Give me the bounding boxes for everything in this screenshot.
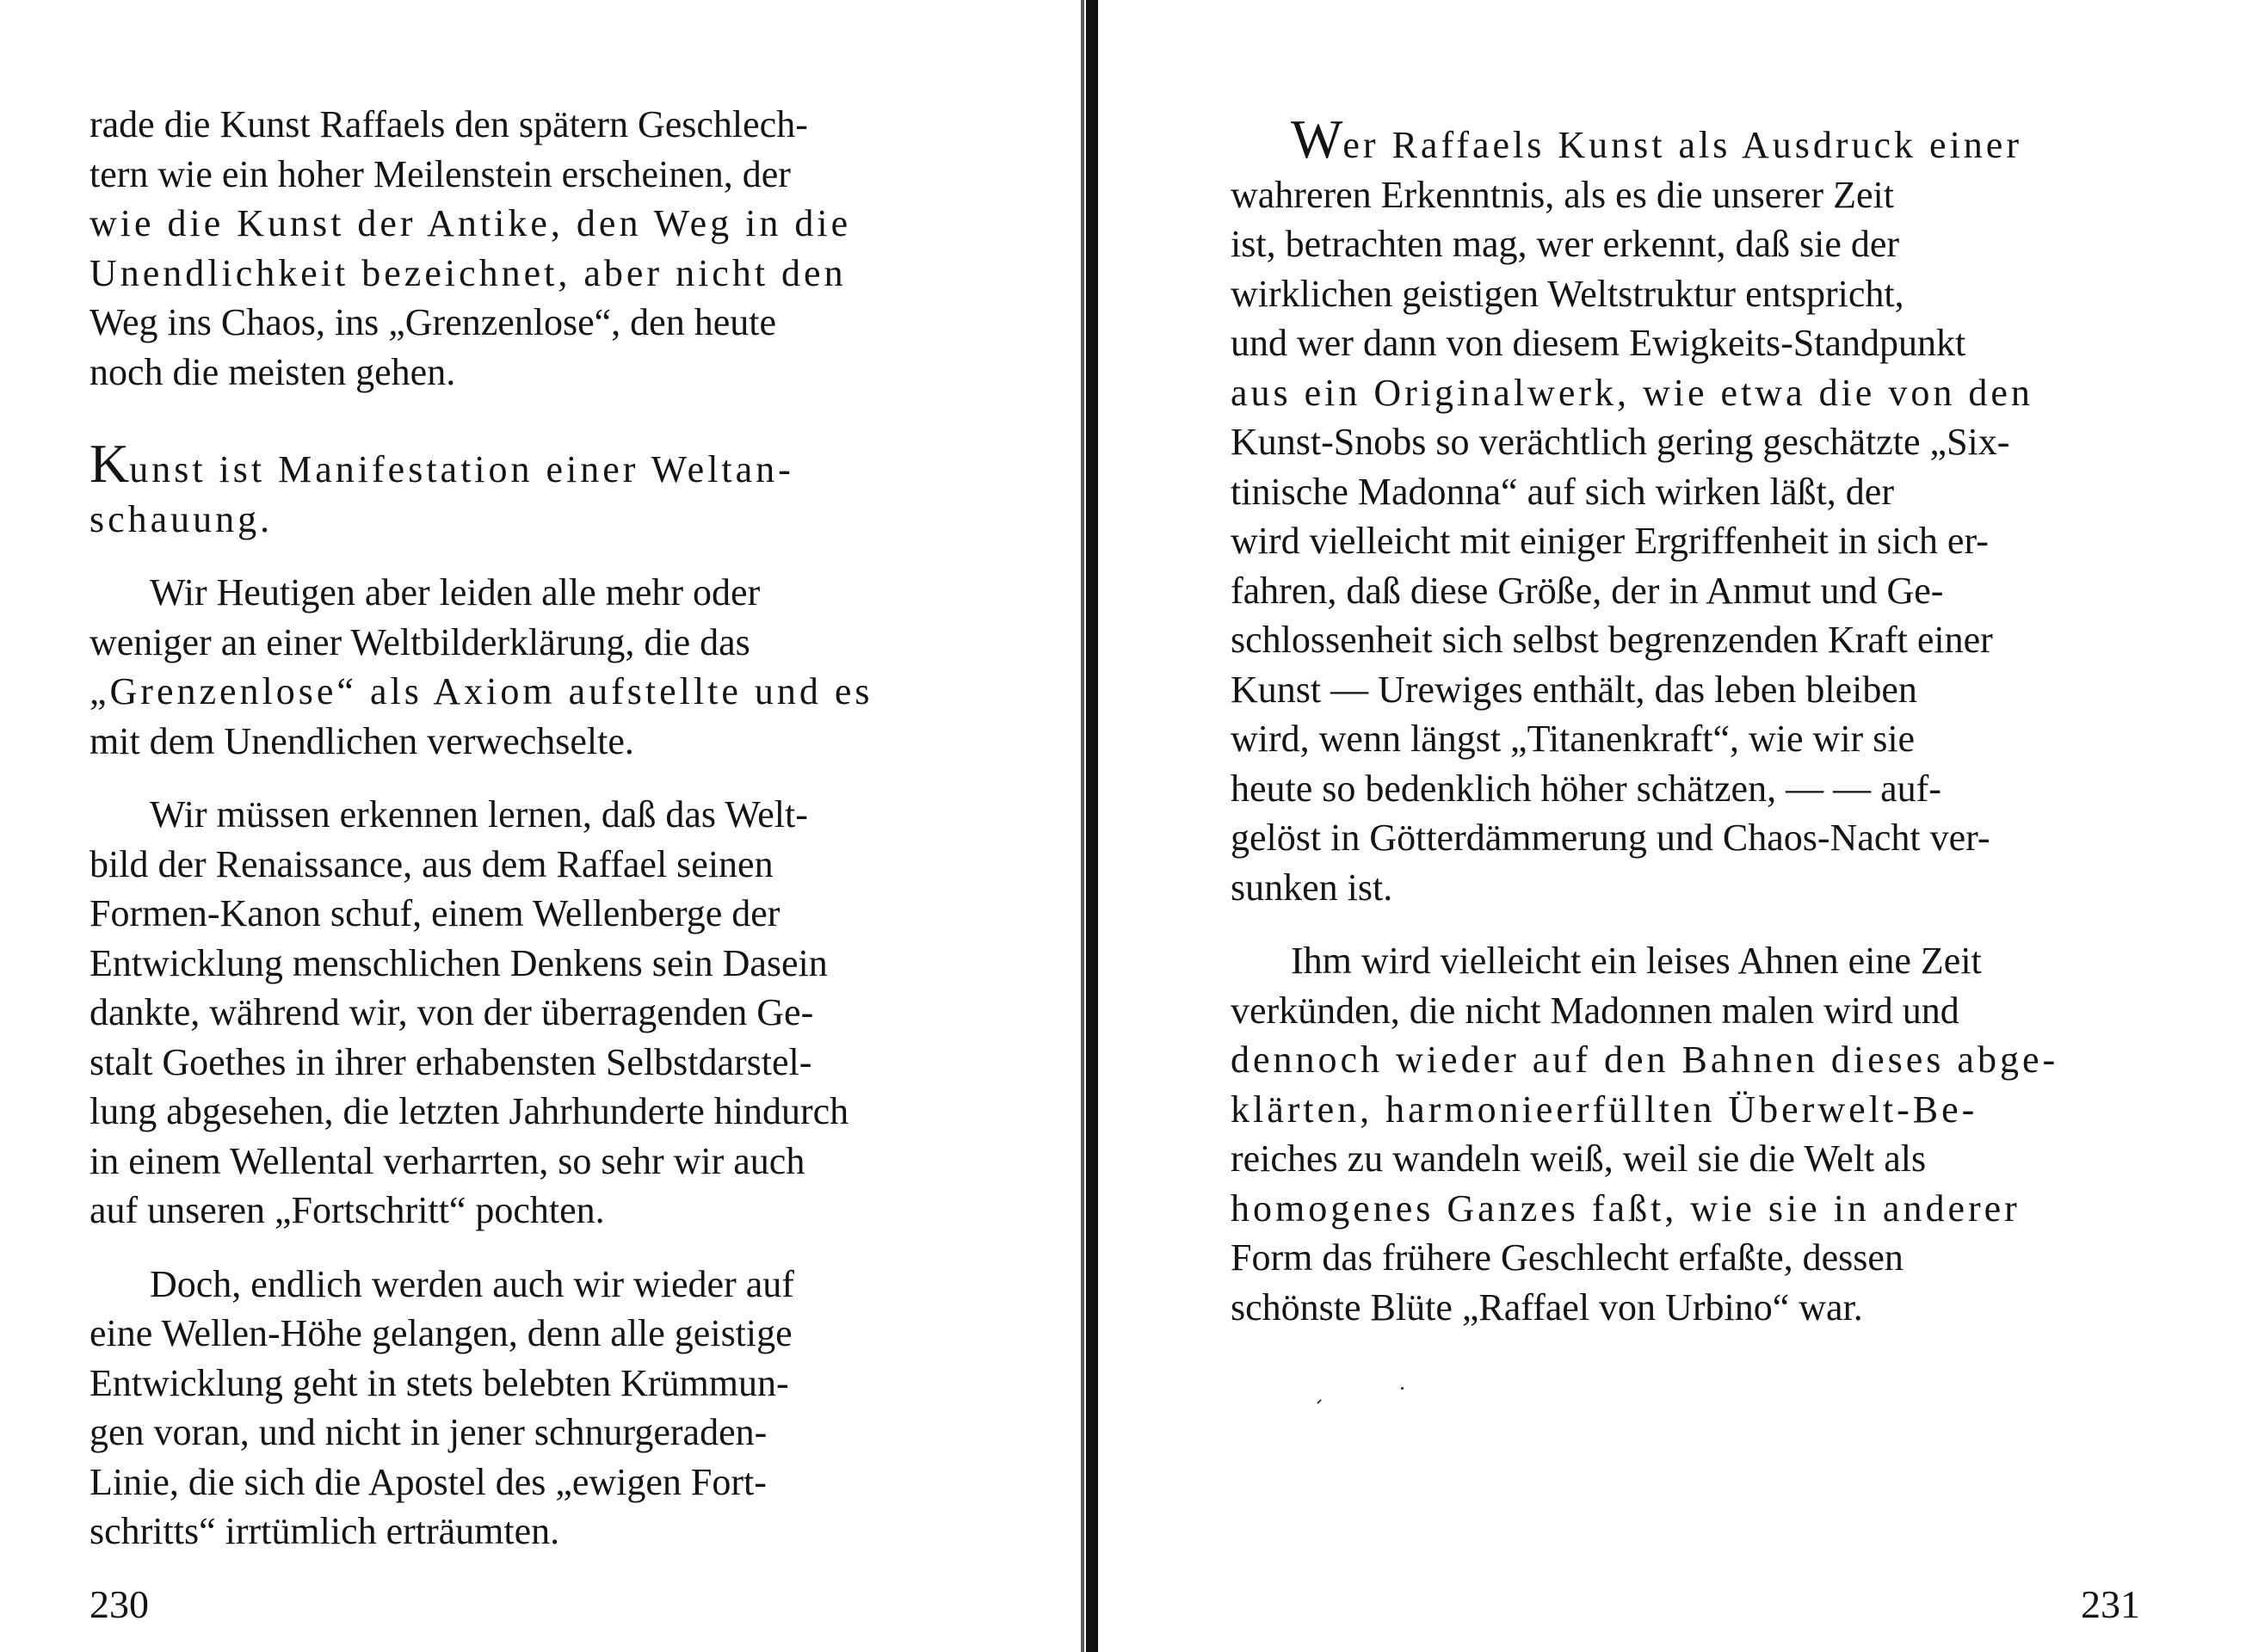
text-line: schauung. xyxy=(89,497,274,540)
text-line: Unendlichkeit bezeichnet, aber nicht den xyxy=(89,251,847,294)
drop-cap: K xyxy=(89,433,130,494)
paragraph xyxy=(89,790,976,1236)
text-line: stalt Goethes in ihrer erhabensten Selbstdarstel- xyxy=(89,1040,812,1083)
text-line: verkünden, die nicht Madonnen malen wird und xyxy=(1231,989,1959,1032)
ink-speck xyxy=(1401,1387,1404,1390)
text-line: schritts“ irrtümlich erträumten. xyxy=(89,1510,560,1552)
text-line: Formen-Kanon schuf, einem Wellenberge der xyxy=(89,892,781,934)
text-line: aus ein Originalwerk, wie etwa die von den xyxy=(1231,371,2033,414)
text-line: gelöst in Götterdämmerung und Chaos-Nacht ver- xyxy=(1231,817,1990,859)
book-gutter xyxy=(1086,0,1098,1652)
text-line: dennoch wieder auf den Bahnen dieses abge- xyxy=(1231,1039,2059,1081)
right-page xyxy=(1110,0,2246,1652)
text-line: ist, betrachten mag, wer erkennt, daß sie der xyxy=(1231,223,1900,265)
page-number-right: 231 xyxy=(2081,1582,2140,1626)
paragraph xyxy=(89,100,976,397)
text-line: wie die Kunst der Antike, den Weg in die xyxy=(89,202,852,244)
text-line: unst ist Manifestation einer Weltan- xyxy=(129,448,794,490)
text-line: „Grenzenlose“ als Axiom aufstellte und es xyxy=(89,670,873,712)
paragraph xyxy=(1231,108,2117,912)
text-line: mit dem Unendlichen verwechselte. xyxy=(89,719,634,762)
text-line: bild der Renaissance, aus dem Raffael seinen xyxy=(89,842,774,885)
text-line: Wir Heutigen aber leiden alle mehr oder xyxy=(150,571,761,613)
text-line: Ihm wird vielleicht ein leises Ahnen eine Zeit xyxy=(1291,940,1982,982)
text-line: wahreren Erkenntnis, als es die unserer Zeit xyxy=(1231,173,1894,216)
text-line: fahren, daß diese Größe, der in Anmut und Ge- xyxy=(1231,569,1944,612)
text-line: Linie, die sich die Apostel des „ewigen Fort- xyxy=(89,1460,767,1503)
text-line: sunken ist. xyxy=(1231,866,1393,909)
text-line: klärten, harmonieerfüllten Überwelt-Be- xyxy=(1231,1088,1978,1131)
text-line: Doch, endlich werden auch wir wieder auf xyxy=(150,1262,794,1305)
ink-speck xyxy=(1317,1399,1322,1404)
text-line: lung abgesehen, die letzten Jahrhunderte hindurch xyxy=(89,1090,849,1132)
text-line: Form das frühere Geschlecht erfaßte, dessen xyxy=(1231,1236,1904,1279)
text-line: Kunst-Snobs so verächtlich gering geschätzte „Six- xyxy=(1231,421,2010,463)
text-line: noch die meisten gehen. xyxy=(89,350,456,393)
paragraph-heading xyxy=(89,433,976,544)
drop-cap: W xyxy=(1291,108,1343,170)
text-line: Kunst — Urewiges enthält, das leben bleiben xyxy=(1231,668,1917,711)
gutter-edge xyxy=(1081,0,1084,1652)
page-number-left: 230 xyxy=(89,1582,149,1626)
text-line: reiches zu wandeln weiß, weil sie die Welt als xyxy=(1231,1137,1927,1180)
text-line: Weg ins Chaos, ins „Grenzenlose“, den heute xyxy=(89,301,776,343)
text-line: homogenes Ganzes faßt, wie sie in anderer xyxy=(1231,1187,2021,1230)
text-line: Wir müssen erkennen lernen, daß das Welt- xyxy=(150,793,808,835)
text-line: rade die Kunst Raffaels den spätern Geschlech- xyxy=(89,103,808,145)
text-line: in einem Wellental verharrten, so sehr wir auch xyxy=(89,1139,805,1182)
text-line: wird, wenn längst „Titanenkraft“, wie wir sie xyxy=(1231,718,1916,760)
text-line: dankte, während wir, von der überragenden Ge- xyxy=(89,991,814,1033)
text-line: tinische Madonna“ auf sich wirken läßt, der xyxy=(1231,470,1894,513)
text-line: heute so bedenklich höher schätzen, — — auf- xyxy=(1231,767,1941,810)
text-line: gen voran, und nicht in jener schnurgeraden- xyxy=(89,1411,768,1453)
text-line: auf unseren „Fortschritt“ pochten. xyxy=(89,1189,605,1231)
text-line: und wer dann von diesem Ewigkeits-Standpunkt xyxy=(1231,322,1966,364)
text-line: wirklichen geistigen Weltstruktur entspricht, xyxy=(1231,272,1904,315)
text-line: weniger an einer Weltbilderklärung, die das xyxy=(89,620,750,663)
paragraph xyxy=(89,1260,976,1556)
text-line: schönste Blüte „Raffael von Urbino“ war. xyxy=(1231,1285,1863,1328)
text-line: Entwicklung menschlichen Denkens sein Dasein xyxy=(89,941,828,984)
text-line: er Raffaels Kunst als Ausdruck einer xyxy=(1342,124,2022,166)
right-page-text xyxy=(1231,108,2117,1332)
text-line: wird vielleicht mit einiger Ergriffenheit in sich er- xyxy=(1231,520,1989,562)
text-line: Entwicklung geht in stets belebten Krümmun- xyxy=(89,1361,789,1404)
text-line: tern wie ein hoher Meilenstein erscheinen, der xyxy=(89,152,791,195)
text-line: eine Wellen-Höhe gelangen, denn alle geistige xyxy=(89,1312,793,1354)
left-page xyxy=(0,0,1076,1652)
left-page-text xyxy=(89,100,976,1556)
paragraph xyxy=(89,568,976,766)
paragraph xyxy=(1231,936,2117,1332)
text-line: schlossenheit sich selbst begrenzenden Kraft einer xyxy=(1231,619,1993,661)
